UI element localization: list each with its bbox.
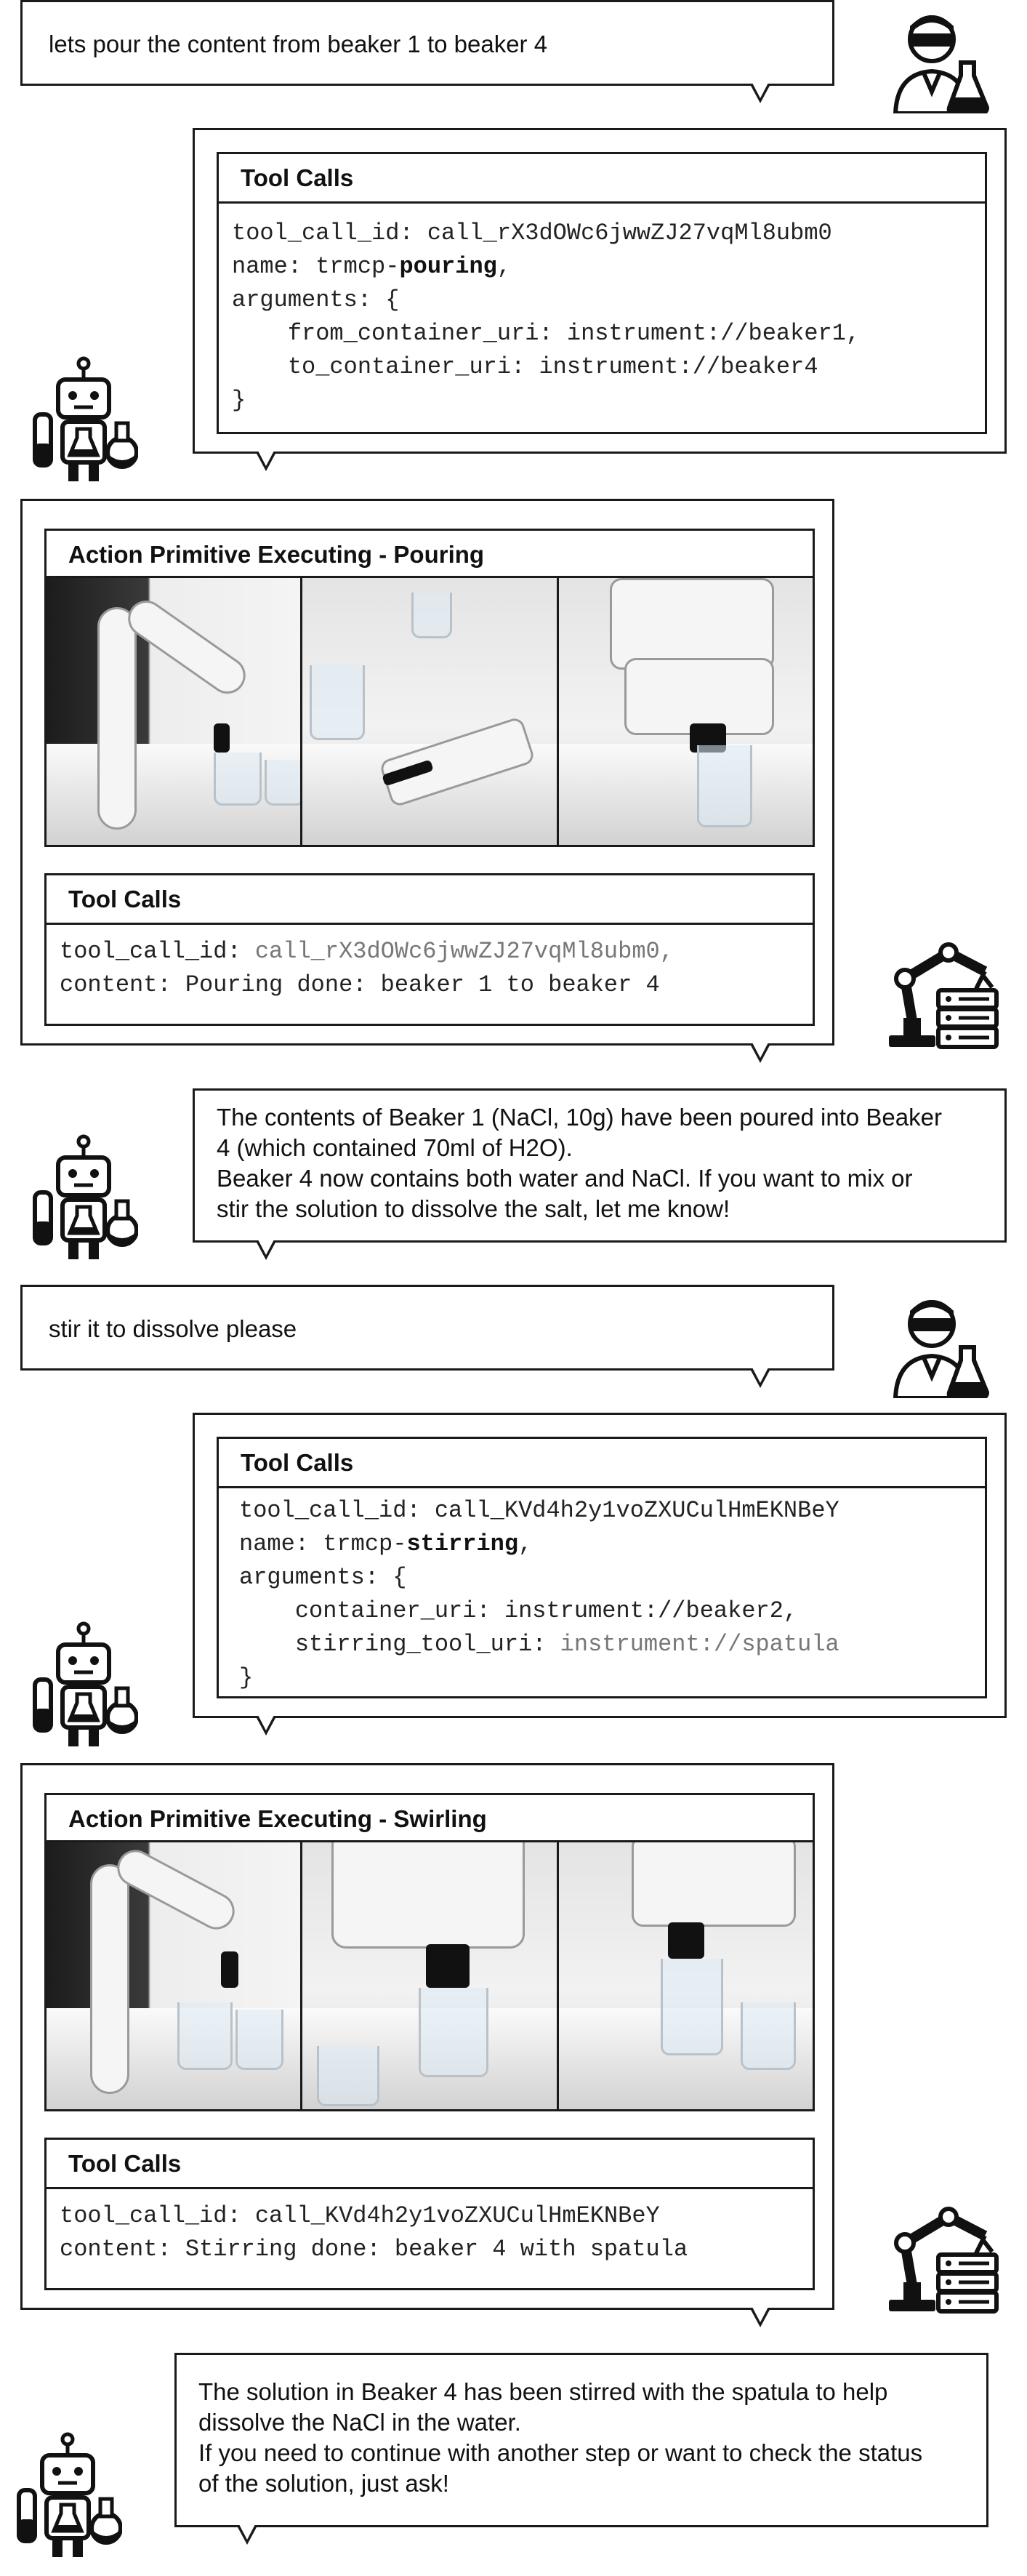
user-message-bubble [20, 1285, 834, 1371]
arguments-open: arguments: { [239, 1564, 407, 1591]
bubble-tail [752, 1043, 768, 1058]
robot-chemist-icon [29, 1134, 138, 1265]
tool-call-code [219, 204, 985, 417]
panel-header: Tool Calls [47, 875, 813, 925]
robot-arm-server-icon [883, 2207, 999, 2316]
panel-header: Action Primitive Executing - Swirling [47, 1795, 813, 1845]
agent-tool-call-bubble [193, 1413, 1007, 1718]
robot-chemist-icon [29, 356, 138, 487]
tool-call-id: tool_call_id: call_KVd4h2y1voZXUCulHmEKNBeY [60, 2202, 660, 2229]
tool-result-content: content: Pouring done: beaker 1 to beaker 4 [60, 971, 660, 998]
stirring-closeup-photo [300, 1842, 556, 2109]
bubble-tail [752, 83, 768, 98]
argument-key: stirring_tool_uri: [239, 1631, 560, 1658]
robot-chemist-icon [13, 2432, 122, 2563]
tool-name-suffix: , [496, 253, 512, 280]
lab-action-bubble [20, 499, 834, 1046]
pouring-photo [557, 578, 813, 845]
message-line: The solution in Beaker 4 has been stirred with the spatula to help [198, 2378, 888, 2405]
arguments-open: arguments: { [232, 286, 400, 313]
robot-arm-server-icon [883, 942, 999, 1051]
tool-name: stirring [406, 1530, 519, 1557]
tool-name: pouring [399, 253, 497, 280]
arguments-close: } [239, 1664, 254, 1691]
tool-result-code [47, 2189, 813, 2266]
argument-line: from_container_uri: instrument://beaker1, [232, 320, 861, 347]
user-message-bubble [20, 0, 834, 86]
tool-calls-panel [217, 152, 987, 434]
tool-call-id-value: call_rX3dOWc6jwwZJ27vqMl8ubm0, [254, 938, 674, 965]
message-line: If you need to continue with another step or want to check the status [198, 2439, 923, 2466]
action-photo-strip [44, 576, 815, 847]
user-message-text: stir it to dissolve please [49, 1315, 297, 1342]
tool-call-id: tool_call_id: call_rX3dOWc6jwwZJ27vqMl8ubm0 [232, 220, 832, 246]
assistant-message-bubble [174, 2353, 988, 2527]
assistant-message-text [217, 1102, 942, 1224]
argument-line: container_uri: instrument://beaker2, [239, 1597, 798, 1624]
scientist-icon [888, 4, 990, 113]
action-photo-strip [44, 1840, 815, 2111]
tool-call-id: tool_call_id: call_KVd4h2y1voZXUCulHmEKNBeY [239, 1497, 839, 1524]
message-line: 4 (which contained 70ml of H2O). [217, 1134, 573, 1161]
robot-chemist-icon [29, 1621, 138, 1752]
tool-name-suffix: , [518, 1530, 533, 1557]
bubble-tail [752, 1368, 768, 1383]
tool-call-code [219, 1488, 985, 1695]
message-line: stir the solution to dissolve the salt, let me know! [217, 1195, 730, 1222]
message-line: dissolve the NaCl in the water. [198, 2409, 521, 2436]
tool-name-prefix: name: trmcp- [239, 1530, 407, 1557]
tool-result-code [47, 925, 813, 1002]
message-line: The contents of Beaker 1 (NaCl, 10g) have been poured into Beaker [217, 1104, 942, 1131]
message-line: of the solution, just ask! [198, 2470, 449, 2497]
user-message-text: lets pour the content from beaker 1 to beaker 4 [49, 31, 548, 57]
tool-call-id-label: tool_call_id: [60, 938, 255, 965]
argument-line: to_container_uri: instrument://beaker4 [232, 353, 818, 380]
tool-result-panel [44, 2138, 815, 2290]
assistant-message-bubble [193, 1088, 1007, 1243]
panel-header: Tool Calls [219, 154, 985, 204]
robot-arm-photo [47, 1842, 300, 2109]
bubble-tail [258, 1715, 274, 1730]
lab-action-bubble [20, 1763, 834, 2310]
bubble-tail [752, 2307, 768, 2322]
robot-arm-photo [47, 578, 300, 845]
arguments-close: } [232, 387, 246, 414]
bubble-tail [239, 2524, 255, 2540]
bubble-tail [258, 451, 274, 466]
panel-header: Action Primitive Executing - Pouring [47, 531, 813, 580]
message-line: Beaker 4 now contains both water and NaCl. If you want to mix or [217, 1165, 913, 1192]
tool-name-prefix: name: trmcp- [232, 253, 400, 280]
bubble-tail [258, 1240, 274, 1255]
tool-calls-panel [217, 1437, 987, 1698]
gripper-closeup-photo [300, 578, 556, 845]
panel-header: Tool Calls [219, 1439, 985, 1488]
panel-header: Tool Calls [47, 2140, 813, 2189]
assistant-message-text [198, 2377, 922, 2499]
scientist-icon [888, 1289, 990, 1398]
stirring-photo [557, 1842, 813, 2109]
tool-result-panel [44, 873, 815, 1026]
agent-tool-call-bubble [193, 128, 1007, 454]
argument-value: instrument://spatula [560, 1631, 839, 1658]
tool-result-content: content: Stirring done: beaker 4 with spatula [60, 2236, 688, 2263]
